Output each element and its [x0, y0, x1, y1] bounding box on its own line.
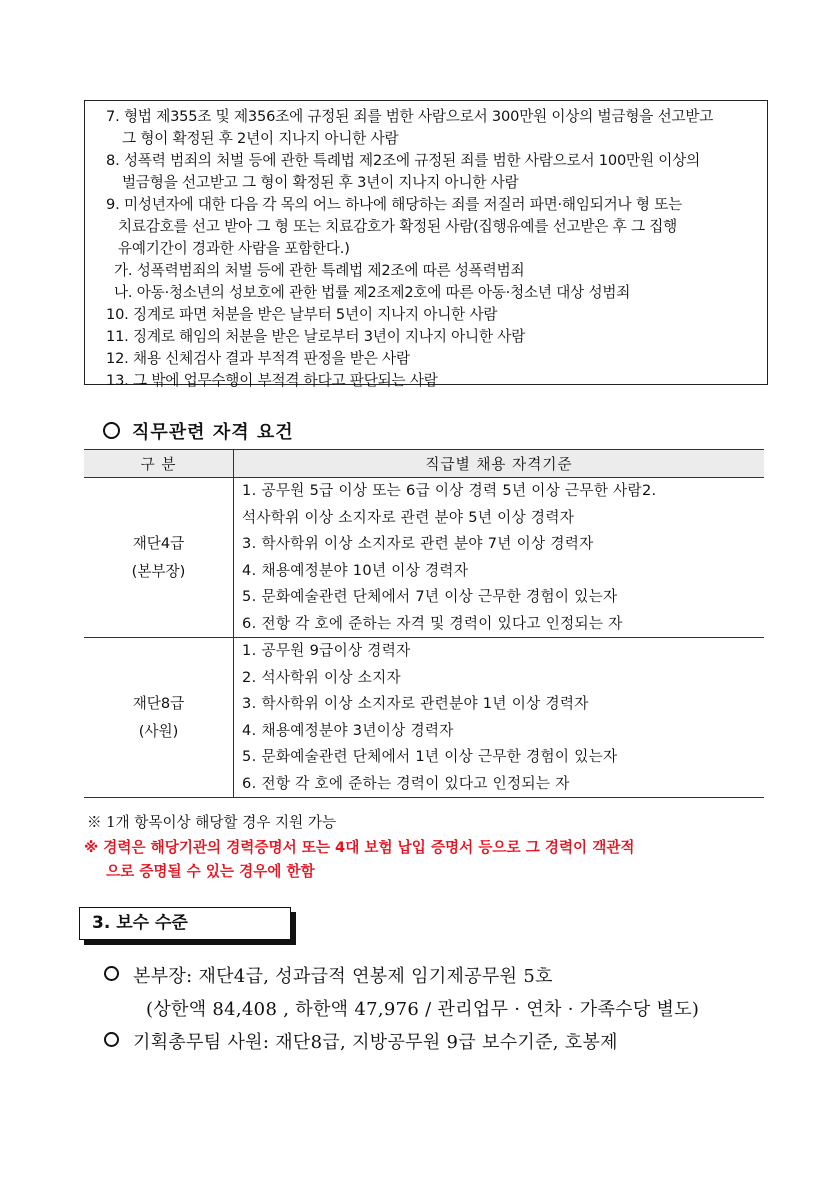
- pay-line-range: (상한액 84,408 , 하한액 47,976 / 관리업무 · 연차 · 가족수당 별도): [146, 999, 700, 1020]
- disqualification-line: 13. 그 밖에 업무수행이 부적격 하다고 판단되는 사람: [106, 372, 438, 389]
- criteria-item: 4. 채용예정분야 3년이상 경력자: [242, 721, 454, 739]
- criteria-item: 3. 학사학위 이상 소지자로 관련분야 1년 이상 경력자: [242, 695, 589, 712]
- note-apply-condition: ※ 1개 항목이상 해당할 경우 지원 가능: [87, 814, 337, 831]
- table-header-row: [84, 450, 764, 478]
- note-career-proof: ※ 경력은 해당기관의 경력증명서 또는 4대 보험 납입 증명서 등으로 그 경력이 객관적: [84, 839, 635, 856]
- disqualification-line: 8. 성폭력 범죄의 처벌 등에 관한 특례법 제2조에 규정된 죄를 범한 사람으로서 100만원 이상의: [106, 152, 700, 169]
- circle-bullet-icon: [103, 422, 120, 439]
- pay-line-staff: [104, 1028, 618, 1054]
- criteria-cell: [234, 638, 765, 798]
- pay-line-staff-text: 기획총무팀 사원: 재단8급, 지방공무원 9급 보수기준, 호봉제: [133, 1032, 618, 1053]
- disqualification-line: 10. 징계로 파면 처분을 받은 날부터 5년이 지나지 아니한 사람: [106, 306, 498, 323]
- qualification-title: 직무관련 자격 요건: [132, 422, 294, 443]
- note-career-proof-cont: 으로 증명될 수 있는 경우에 한함: [106, 863, 315, 880]
- pay-line-director: [104, 962, 553, 988]
- category-cell: [84, 478, 234, 638]
- disqualification-line: 11. 징계로 해임의 처분을 받은 날로부터 3년이 지나지 아니한 사람: [106, 328, 526, 345]
- category-sublabel: (사원): [138, 722, 179, 740]
- disqualification-line: 벌금형을 선고받고 그 형이 확정된 후 3년이 지나지 아니한 사람: [122, 174, 519, 191]
- disqualification-line: 7. 형법 제355조 및 제356조에 규정된 죄를 범한 사람으로서 300만원 이상의 벌금형을 선고받고: [106, 108, 714, 125]
- criteria-item: 1. 공무원 5급 이상 또는 6급 이상 경력 5년 이상 근무한 사람2.: [242, 482, 657, 499]
- criteria-item: 1. 공무원 9급이상 경력자: [242, 642, 411, 659]
- category-cell: [84, 638, 234, 798]
- criteria-item: 5. 문화예술관련 단체에서 1년 이상 근무한 경험이 있는자: [242, 748, 618, 765]
- column-header-category: 구 분: [84, 450, 234, 478]
- qualification-heading: [103, 418, 294, 444]
- criteria-item: 석사학위 이상 소지자로 관련 분야 5년 이상 경력자: [242, 508, 575, 526]
- disqualification-box: [84, 100, 768, 389]
- criteria-item: 5. 문화예술관련 단체에서 7년 이상 근무한 경험이 있는자: [242, 588, 618, 605]
- category-label: 재단8급: [132, 694, 185, 712]
- category-label: 재단4급: [132, 534, 185, 552]
- circle-bullet-icon: [104, 1032, 119, 1047]
- disqualification-line: 치료감호를 선고 받아 그 형 또는 치료감호가 확정된 사람(집행유예를 선고받은 후 그 집행: [118, 218, 678, 235]
- table-row: [84, 478, 764, 638]
- criteria-item: 6. 전항 각 호에 준하는 경력이 있다고 인정되는 자: [242, 774, 570, 792]
- qualification-table: [84, 449, 764, 798]
- disqualification-line: 나. 아동·청소년의 성보호에 관한 법률 제2조제2호에 따른 아동·청소년 대상 성범죄: [114, 284, 631, 301]
- criteria-item: 3. 학사학위 이상 소지자로 관련 분야 7년 이상 경력자: [242, 535, 594, 552]
- disqualification-line: 가. 성폭력범죄의 처벌 등에 관한 특례법 제2조에 따른 성폭력범죄: [114, 262, 525, 279]
- disqualification-line: 12. 채용 신체검사 결과 부적격 판정을 받은 사람: [106, 350, 410, 367]
- disqualification-line: 유예기간이 경과한 사람을 포함한다.): [118, 240, 350, 257]
- category-sublabel: (본부장): [131, 562, 186, 580]
- criteria-item: 4. 채용예정분야 10년 이상 경력자: [242, 561, 469, 579]
- disqualification-line: 그 형이 확정된 후 2년이 지나지 아니한 사람: [122, 130, 399, 147]
- pay-line-director-text: 본부장: 재단4급, 성과급적 연봉제 임기제공무원 5호: [133, 966, 553, 987]
- table-row: [84, 638, 764, 798]
- criteria-item: 2. 석사학위 이상 소지자: [242, 668, 401, 686]
- disqualification-line: 9. 미성년자에 대한 다음 각 목의 어느 하나에 해당하는 죄를 저질러 파면·해임되거나 형 또는: [106, 196, 682, 213]
- criteria-item: 6. 전항 각 호에 준하는 자격 및 경력이 있다고 인정되는 자: [242, 614, 623, 632]
- circle-bullet-icon: [104, 966, 119, 981]
- pay-section-title: 3. 보수 수준: [79, 907, 291, 940]
- column-header-criteria: 직급별 채용 자격기준: [234, 450, 765, 478]
- criteria-cell: [234, 478, 765, 638]
